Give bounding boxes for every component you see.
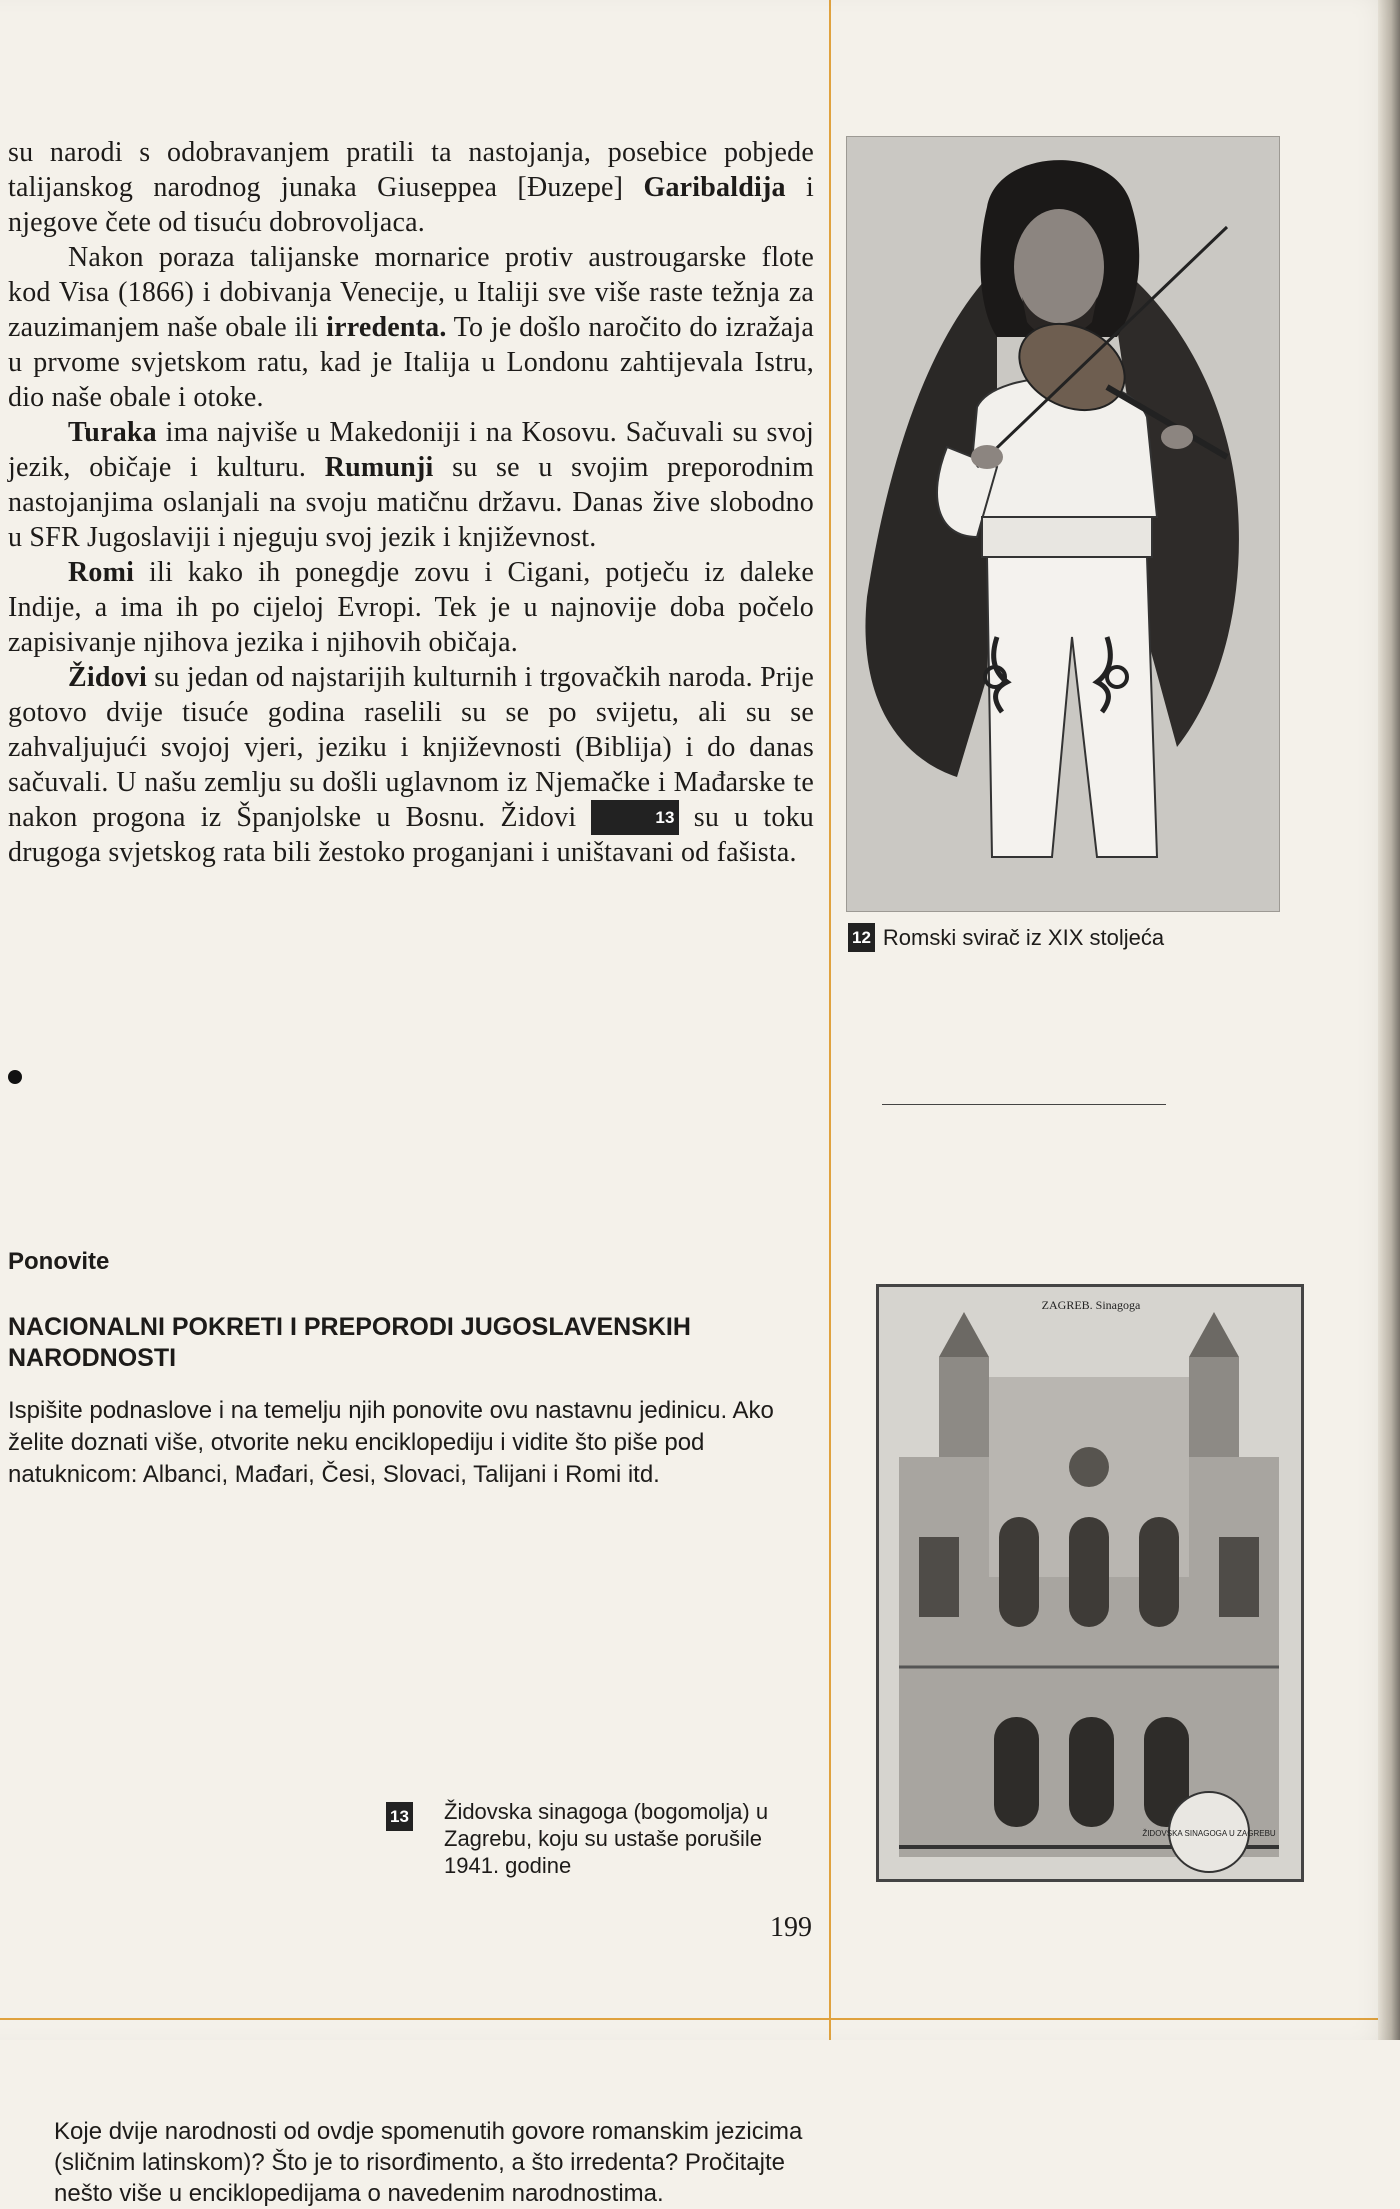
main-text-column bbox=[8, 135, 814, 870]
column-divider bbox=[829, 0, 831, 2040]
page-edge bbox=[1378, 0, 1400, 2040]
term-rumunji: Rumunji bbox=[324, 452, 434, 483]
term-garibaldi: Garibaldija bbox=[643, 172, 786, 203]
violinist-drawing bbox=[847, 137, 1279, 911]
review-heading: Ponovite bbox=[8, 1248, 110, 1275]
review-title: NACIONALNI POKRETI I PREPORODI JUGOSLAVENSKIH NARODNOSTI bbox=[8, 1313, 691, 1372]
synagogue-drawing bbox=[879, 1287, 1301, 1879]
paragraph-1: su narodi s odobravanjem pratili ta nastojanja, posebice pobjede talijanskog narodnog junaka Giuseppea [Đuzepe] Garibaldija i njegove čete od tisuću dobrovoljaca. bbox=[8, 137, 814, 238]
figure-12-number: 12 bbox=[848, 923, 875, 952]
paragraph-4: Romi ili kako ih ponegdje zovu i Cigani, potječu iz daleke Indije, a ima ih po cijeloj Evropi. Tek je u najnovije doba počelo zapisivanje njihova jezika i njihovih običaja. bbox=[8, 557, 814, 658]
term-turaka: Turaka bbox=[68, 417, 157, 448]
bottom-divider bbox=[0, 2018, 1378, 2020]
figure-13-number: 13 bbox=[386, 1802, 413, 1831]
page-number: 199 bbox=[770, 1912, 812, 1943]
question-text: Koje dvije narodnosti od ovdje spomenutih govore romanskim jezicima (sličnim latinskom)? Što je to risorđimento, a što irredenta? Pročitajte nešto više u enciklopedijama o navedenim narodnostima. bbox=[54, 2118, 803, 2207]
question-bullet bbox=[8, 1070, 22, 1084]
synagogue-sign: ZAGREB. Sinagoga bbox=[1041, 1298, 1141, 1312]
paragraph-5: Židovi su jedan od najstarijih kulturnih i trgovačkih naroda. Prije gotovo dvije tisuće godina raselili su se po svijetu, ali su se zahvaljujući svojoj vjeri, jeziku i književnosti (Biblija) i do danas sačuvali. U našu zemlju su došli uglavnom iz Njemačke i Mađarske te nakon progona iz Španjolske u Bosnu. Židovi 13 su u toku drugoga svjetskog rata bili žestoko proganjani i uništavani od fašista. bbox=[8, 662, 814, 868]
term-romi: Romi bbox=[68, 557, 135, 588]
review-text: Ispišite podnaslove i na temelju njih ponovite ovu nastavnu jedinicu. Ako želite doznati više, otvorite neku enciklopediju i vidite što piše pod natuknicom: Albanci, Mađari, Česi, Slovaci, Talijani i Romi itd. bbox=[8, 1397, 774, 1488]
term-zidovi: Židovi bbox=[68, 662, 148, 693]
sketch-line bbox=[882, 1104, 1166, 1105]
paragraph-2: Nakon poraza talijanske mornarice protiv austrougarske flote kod Visa (1866) i dobivanja Venecije, u Italiji sve više raste težnja za zauzimanjem naše obale ili irredenta. To je došlo naročito do izražaja u prvome svjetskom ratu, kad je Italija u Londonu zahtijevala Istru, dio naše obale i otoke. bbox=[8, 242, 814, 413]
figure-ref-13: 13 bbox=[591, 800, 678, 835]
figure-13-synagogue-image bbox=[876, 1284, 1304, 1882]
figure-12-romani-violinist-image bbox=[846, 136, 1280, 912]
synagogue-seal: ŽIDOVSKA SINAGOGA U ZAGREBU bbox=[1142, 1829, 1276, 1838]
figure-12-caption: 12 Romski svirač iz XIX stoljeća bbox=[848, 923, 1164, 952]
paragraph-3: Turaka ima najviše u Makedoniji i na Kosovu. Sačuvali su svoj jezik, običaje i kulturu. Rumunji su se u svojim preporodnim nastojanjima oslanjali na svoju matičnu državu. Danas žive slobodno u SFR Jugoslaviji i njeguju svoj jezik i književnost. bbox=[8, 417, 814, 553]
term-irredenta: irredenta. bbox=[326, 312, 447, 343]
